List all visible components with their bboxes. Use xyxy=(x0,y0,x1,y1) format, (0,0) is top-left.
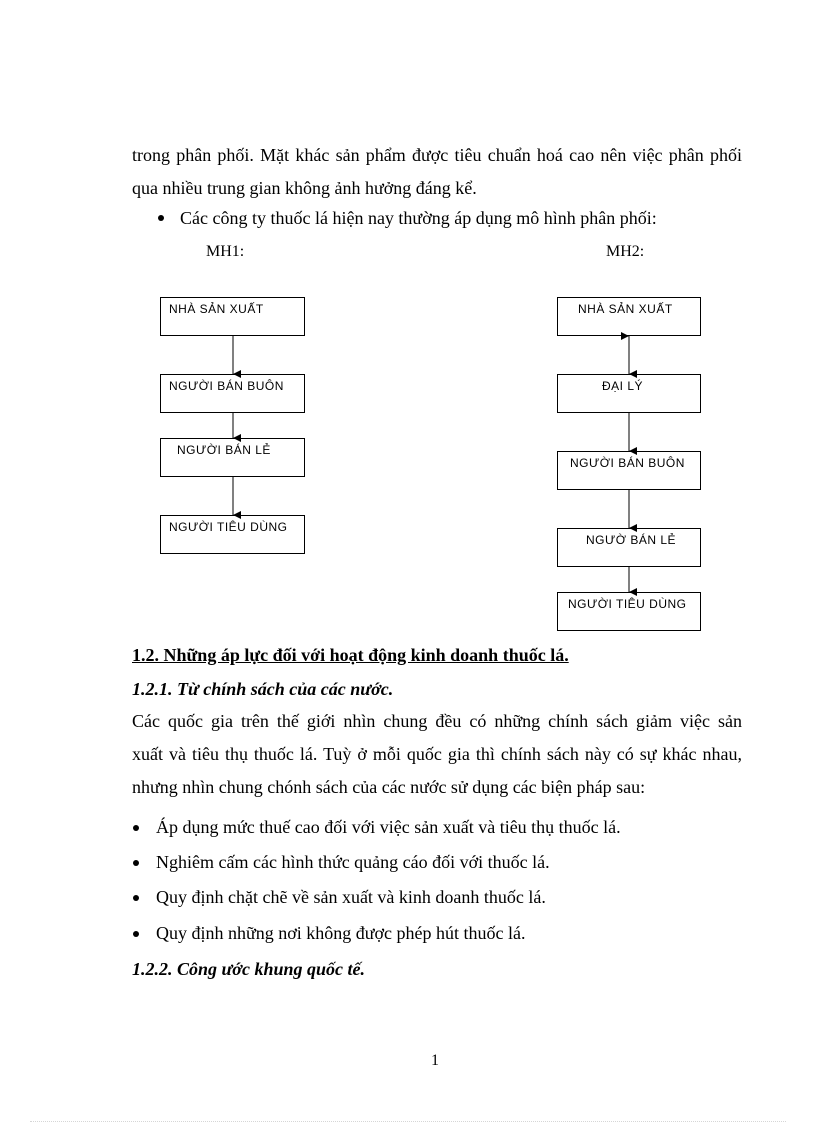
mh1-step-label: NGƯỜI BÁN LẺ xyxy=(177,443,271,457)
policy-bullet-text: Quy định chặt chẽ về sản xuất và kinh doanh thuốc lá. xyxy=(156,887,546,907)
mh1-step-label: NGƯỜI BÁN BUÔN xyxy=(169,379,284,393)
mh1-step-label: NGƯỜI TIÊU DÙNG xyxy=(169,520,288,534)
mh2-step-label: NGƯỜI BÁN BUÔN xyxy=(570,456,685,470)
mh2-step-label: NGƯỜI TIÊU DÙNG xyxy=(568,597,687,611)
intro-line: qua nhiều trung gian không ảnh hưởng đáng kể. xyxy=(132,178,477,198)
policy-bullet-text: Nghiêm cấm các hình thức quảng cáo đối với thuốc lá. xyxy=(156,852,550,872)
intro-line: trong phân phối. Mặt khác sản phẩm được tiêu chuẩn hoá cao nên việc phân phối xyxy=(132,145,742,165)
mh2-step-label: NHÀ SẢN XUẤT xyxy=(578,302,673,316)
mh1-step-label: NHÀ SẢN XUẤT xyxy=(169,302,264,316)
bullet-icon xyxy=(133,931,139,937)
bullet-icon xyxy=(133,895,139,901)
mh1-label: MH1: xyxy=(206,243,245,260)
policy-bullet-text: Áp dụng mức thuế cao đối với việc sản xuất và tiêu thụ thuốc lá. xyxy=(156,817,621,837)
mh2-label: MH2: xyxy=(606,243,645,260)
paragraph-line: Các quốc gia trên thế giới nhìn chung đều có những chính sách giảm việc sản xyxy=(132,711,742,731)
footer-divider xyxy=(30,1121,786,1122)
bullet-intro-text: Các công ty thuốc lá hiện nay thường áp dụng mô hình phân phối: xyxy=(180,208,657,228)
page-number: 1 xyxy=(431,1052,439,1069)
bullet-icon xyxy=(133,825,139,831)
paragraph-line: xuất và tiêu thụ thuốc lá. Tuỳ ở mỗi quốc gia thì chính sách này có sự khác nhau, xyxy=(132,744,742,764)
paragraph-line: nhưng nhìn chung chónh sách của các nước sử dụng các biện pháp sau: xyxy=(132,777,646,797)
subsection-heading: 1.2.2. Công ước khung quốc tế. xyxy=(132,959,365,979)
policy-paragraph xyxy=(132,705,742,804)
bullet-icon xyxy=(133,860,139,866)
mh2-step-label: NGƯỜ BÁN LẺ xyxy=(586,533,677,547)
section-heading: 1.2. Những áp lực đối với hoạt động kinh doanh thuốc lá. xyxy=(132,645,569,665)
subsection-heading: 1.2.1. Từ chính sách của các nước. xyxy=(132,679,394,699)
policy-bullet-text: Quy định những nơi không được phép hút thuốc lá. xyxy=(156,923,526,943)
mh2-step-label: ĐẠI LÝ xyxy=(602,379,644,393)
